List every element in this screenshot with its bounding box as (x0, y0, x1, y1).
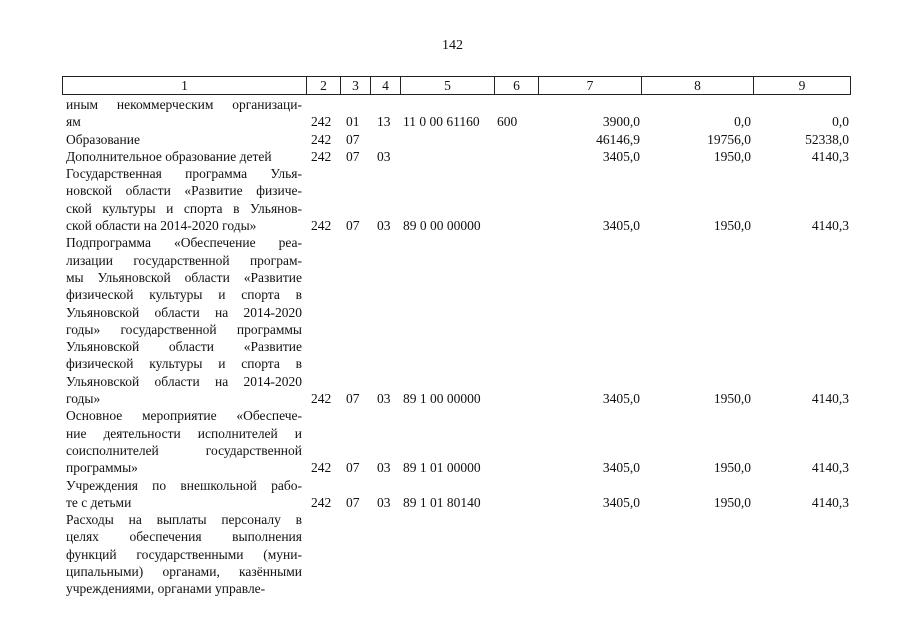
cell-col-5: 89 1 01 00000 (403, 460, 481, 476)
description-line: функций государственными (муни- (66, 546, 302, 562)
description-line: программы» (66, 460, 138, 476)
cell-col-6: 600 (497, 114, 518, 130)
cell-col-3: 07 (346, 218, 360, 234)
cell-col-4: 03 (377, 391, 391, 407)
cell-col-4: 03 (377, 494, 391, 510)
cell-col-8: 1950,0 (713, 148, 751, 164)
description-line: ской культуры и спорта в Ульянов- (66, 200, 302, 216)
cell-col-2: 242 (311, 460, 332, 476)
cell-col-8: 1950,0 (713, 494, 751, 510)
cell-col-8: 0,0 (734, 114, 751, 130)
cell-col-8: 1950,0 (713, 460, 751, 476)
cell-col-5: 11 0 00 61160 (403, 114, 480, 130)
description-line: Образование (66, 131, 140, 147)
cell-col-7: 3405,0 (602, 460, 640, 476)
description-line: Учреждения по внешкольной рабо- (66, 477, 302, 493)
cell-col-9: 0,0 (832, 114, 849, 130)
description-line: физической культуры и спорта в (66, 287, 302, 303)
cell-col-4: 03 (377, 148, 391, 164)
cell-col-3: 07 (346, 131, 360, 147)
description-line: те с детьми (66, 494, 132, 510)
row-description (66, 477, 302, 512)
cell-col-7: 3900,0 (602, 114, 640, 130)
cell-col-9: 52338,0 (805, 131, 849, 147)
cell-col-9: 4140,3 (811, 218, 849, 234)
description-line: Подпрограмма «Обеспечение реа- (66, 235, 302, 251)
header-col-8: 8 (642, 77, 754, 94)
description-line: целях обеспечения выполнения (66, 529, 302, 545)
row-description (66, 148, 302, 165)
cell-col-9: 4140,3 (811, 460, 849, 476)
description-line: Государственная программа Улья- (66, 166, 302, 182)
page-number: 142 (442, 38, 463, 53)
header-col-7: 7 (539, 77, 642, 94)
description-line: ципальными) органами, казёнными (66, 564, 302, 580)
description-line: Ульяновской области на 2014-2020 (66, 373, 302, 389)
cell-col-2: 242 (311, 391, 332, 407)
cell-col-3: 07 (346, 494, 360, 510)
description-line: Ульяновской области «Развитие (66, 339, 302, 355)
cell-col-9: 4140,3 (811, 148, 849, 164)
row-description (66, 407, 302, 476)
cell-col-3: 07 (346, 148, 360, 164)
cell-col-4: 03 (377, 218, 391, 234)
cell-col-9: 4140,3 (811, 494, 849, 510)
cell-col-5: 89 1 00 00000 (403, 391, 481, 407)
description-line: физической культуры и спорта в (66, 356, 302, 372)
row-description (66, 165, 302, 234)
cell-col-2: 242 (311, 148, 332, 164)
description-line: соисполнителей государственной (66, 442, 302, 458)
cell-col-4: 13 (377, 114, 391, 130)
description-line: годы» (66, 391, 101, 407)
description-line: годы» государственной программы (66, 321, 302, 337)
cell-col-8: 19756,0 (707, 131, 751, 147)
cell-col-3: 07 (346, 460, 360, 476)
description-line: ям (66, 114, 81, 130)
description-line: Основное мероприятие «Обеспече- (66, 408, 302, 424)
cell-col-5: 89 1 01 80140 (403, 494, 481, 510)
cell-col-7: 3405,0 (602, 391, 640, 407)
header-col-6: 6 (495, 77, 539, 94)
description-line: лизации государственной програм- (66, 252, 302, 268)
cell-col-8: 1950,0 (713, 218, 751, 234)
cell-col-7: 46146,9 (596, 131, 640, 147)
cell-col-7: 3405,0 (602, 148, 640, 164)
row-description (66, 131, 302, 148)
cell-col-7: 3405,0 (602, 218, 640, 234)
header-col-3: 3 (341, 77, 371, 94)
cell-col-8: 1950,0 (713, 391, 751, 407)
header-col-2: 2 (307, 77, 341, 94)
description-line: Дополнительное образование детей (66, 148, 272, 164)
cell-col-7: 3405,0 (602, 494, 640, 510)
description-line: учреждениями, органами управле- (66, 581, 266, 597)
cell-col-9: 4140,3 (811, 391, 849, 407)
row-description (66, 234, 302, 407)
description-line: ние деятельности исполнителей и (66, 425, 302, 441)
cell-col-2: 242 (311, 218, 332, 234)
row-description (66, 511, 302, 597)
cell-col-4: 03 (377, 460, 391, 476)
cell-col-3: 01 (346, 114, 360, 130)
description-line: иным некоммерческим организаци- (66, 97, 302, 112)
description-line: Расходы на выплаты персоналу в (66, 512, 302, 528)
description-line: новской области «Развитие физиче- (66, 183, 302, 199)
cell-col-2: 242 (311, 494, 332, 510)
header-col-9: 9 (798, 78, 806, 93)
table-header (62, 76, 851, 95)
cell-col-5: 89 0 00 00000 (403, 218, 481, 234)
description-line: Ульяновской области на 2014-2020 (66, 304, 302, 320)
cell-col-2: 242 (311, 114, 332, 130)
row-description (66, 96, 302, 131)
header-col-5: 5 (401, 77, 495, 94)
cell-col-3: 07 (346, 391, 360, 407)
description-line: мы Ульяновской области «Развитие (66, 269, 302, 285)
header-col-1: 1 (63, 77, 307, 94)
description-line: ской области на 2014-2020 годы» (66, 218, 257, 234)
header-col-4: 4 (371, 77, 401, 94)
cell-col-2: 242 (311, 131, 332, 147)
